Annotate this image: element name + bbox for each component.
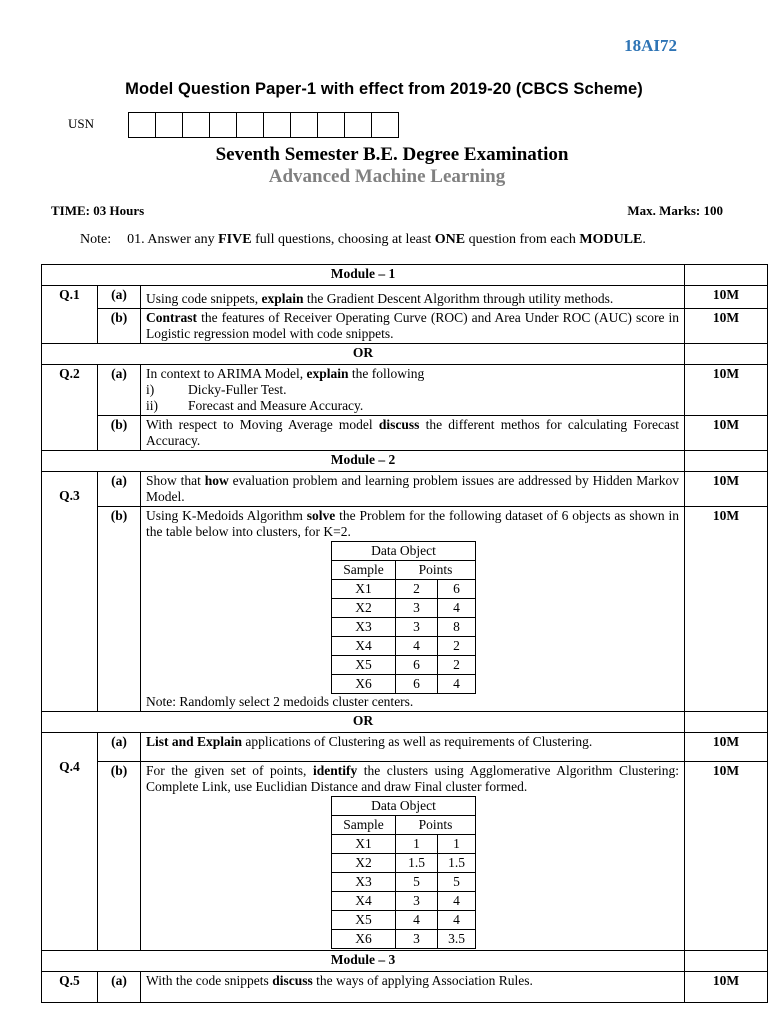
module-2-heading: Module – 2	[42, 451, 685, 472]
col-header: Sample	[332, 561, 396, 580]
question-text: With respect to Moving Average model discuss the different methos for calculating Forecast Accuracy.	[141, 416, 685, 451]
data-table-title: Data Object	[332, 542, 476, 561]
subpart-label: (b)	[98, 507, 141, 712]
table-row: X5 4 4	[332, 911, 476, 930]
table-row: X4 4 2	[332, 637, 476, 656]
question-number: Q.2	[42, 365, 98, 451]
or-divider: OR	[42, 344, 685, 365]
subpart-label: (b)	[98, 762, 141, 951]
table-row: X6 6 4	[332, 675, 476, 694]
question-number: Q.3	[42, 472, 98, 712]
col-header: Sample	[332, 816, 396, 835]
marks: 10M	[685, 762, 768, 951]
subpart-label: (a)	[98, 972, 141, 1003]
subpart-label: (a)	[98, 733, 141, 762]
usn-label: USN	[68, 116, 95, 131]
marks: 10M	[685, 472, 768, 507]
max-marks: Max. Marks: 100	[627, 203, 723, 218]
table-row: X3 3 8	[332, 618, 476, 637]
marks: 10M	[685, 365, 768, 416]
table-row: X6 3 3.5	[332, 930, 476, 949]
data-object-table	[331, 796, 476, 949]
table-row: X2 3 4	[332, 599, 476, 618]
col-header: Points	[396, 561, 476, 580]
table-row: X3 5 5	[332, 873, 476, 892]
data-object-table	[331, 541, 476, 694]
module-3-heading: Module – 3	[42, 951, 685, 972]
question-text: Show that how evaluation problem and learning problem issues are addressed by Hidden Markov Model.	[141, 472, 685, 507]
table-row: X1 2 6	[332, 580, 476, 599]
module-1-heading: Module – 1	[42, 265, 685, 286]
col-header: Points	[396, 816, 476, 835]
subpart-label: (b)	[98, 416, 141, 451]
question-number: Q.1	[42, 286, 98, 344]
table-row: X5 6 2	[332, 656, 476, 675]
table-row: X1 1 1	[332, 835, 476, 854]
subject-title: Advanced Machine Learning	[268, 166, 506, 187]
usn-boxes[interactable]	[128, 112, 399, 138]
marks: 10M	[685, 309, 768, 344]
question-text: For the given set of points, identify the clusters using Agglomerative Algorithm Clustering: Complete Link, use Euclidian Distance and draw Final cluster formed. Data Object Sample Points X1 1 1 X2 1.5 1.5 X3 5 5 X4 3 4 X5 4 4 X6 3 3.5	[141, 762, 685, 951]
marks: 10M	[685, 286, 768, 309]
marks: 10M	[685, 416, 768, 451]
instructions-note: Note: 01. Answer any FIVE full questions, choosing at least ONE question from each MODULE.	[80, 232, 646, 247]
question-number: Q.4	[42, 733, 98, 951]
table-row: X2 1.5 1.5	[332, 854, 476, 873]
subpart-label: (a)	[98, 286, 141, 309]
data-table-title: Data Object	[332, 797, 476, 816]
question-note: Note: Randomly select 2 medoids cluster centers.	[146, 694, 414, 709]
question-number: Q.5	[42, 972, 98, 1003]
marks: 10M	[685, 733, 768, 762]
subpart-label: (a)	[98, 472, 141, 507]
exam-title: Seventh Semester B.E. Degree Examination	[215, 144, 569, 165]
paper-title: Model Question Paper-1 with effect from 2019-20 (CBCS Scheme)	[125, 80, 643, 98]
table-row: X4 3 4	[332, 892, 476, 911]
question-table	[41, 264, 768, 1003]
subpart-label: (a)	[98, 365, 141, 416]
marks: 10M	[685, 507, 768, 712]
question-text: Contrast the features of Receiver Operating Curve (ROC) and Area Under ROC (AUC) score in Logistic regression model with code snippets.	[141, 309, 685, 344]
question-text: With the code snippets discuss the ways of applying Association Rules.	[141, 972, 685, 1003]
or-divider: OR	[42, 712, 685, 733]
question-text: Using K-Medoids Algorithm solve the Problem for the following dataset of 6 objects as shown in the table below into clusters, for K=2. Data Object Sample Points X1 2 6 X2 3 4 X3 3 8 X4 4 2 X5 6 2 X6 6 4 Note: Randomly select 2 medoids cluster centers.	[141, 507, 685, 712]
time-allowed: TIME: 03 Hours	[51, 203, 145, 218]
marks: 10M	[685, 972, 768, 1003]
subject-code: 18AI72	[624, 36, 677, 55]
question-text: In context to ARIMA Model, explain the following i) Dicky-Fuller Test. ii) Forecast and Measure Accuracy.	[141, 365, 685, 416]
subpart-label: (b)	[98, 309, 141, 344]
question-text: Using code snippets, explain the Gradient Descent Algorithm through utility methods.	[141, 286, 685, 309]
question-text: List and Explain applications of Clustering as well as requirements of Clustering.	[141, 733, 685, 762]
